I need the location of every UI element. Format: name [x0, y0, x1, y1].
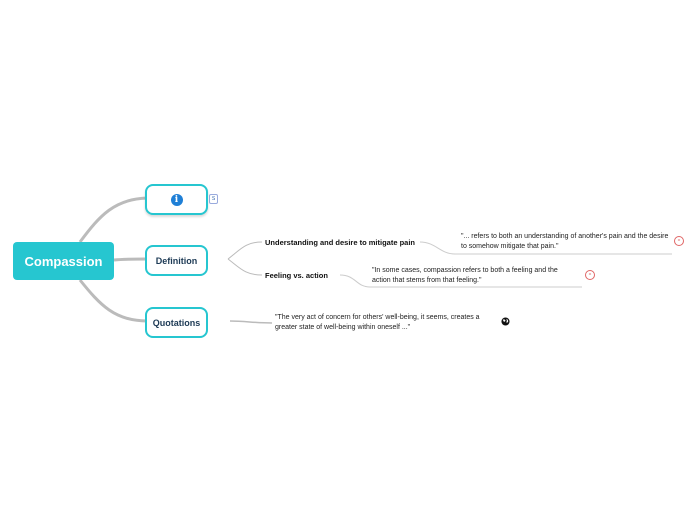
connector-definition-child1 — [228, 242, 262, 259]
topic-info[interactable] — [145, 184, 208, 215]
topic-definition[interactable] — [145, 245, 208, 276]
note-feeling-vs-action: "In some cases, compassion refers to both a feeling and the action that stems from that feeling." — [372, 267, 558, 284]
topic-quotations[interactable] — [145, 307, 208, 338]
subtopic-feeling-vs-action[interactable]: Feeling vs. action — [265, 271, 328, 280]
connector-root-quotations — [80, 280, 147, 321]
connector-root-info — [80, 198, 147, 242]
root-topic-label: Compassion — [24, 253, 103, 269]
info-icon: i — [171, 194, 183, 206]
subtopic-understanding[interactable]: Understanding and desire to mitigate pain — [265, 238, 416, 247]
connector-definition-child2 — [228, 259, 262, 275]
note-understanding: "... refers to both an understanding of another's pain and the desire to somehow mitigate that pain." — [461, 233, 669, 250]
topic-definition-label: Definition — [155, 255, 198, 266]
connector-quotations-quote — [230, 321, 272, 323]
globe-icon[interactable] — [501, 317, 510, 326]
link-icon[interactable]: ∞ — [585, 270, 595, 280]
link-icon[interactable]: ∞ — [674, 236, 684, 246]
connector-root-definition — [114, 259, 147, 260]
topic-quotations-label: Quotations — [152, 317, 201, 328]
quotation-text: "The very act of concern for others' well-being, it seems, creates a greater state of well-being within oneself ..." — [275, 314, 480, 331]
root-topic[interactable] — [13, 242, 114, 280]
note-badge[interactable]: S — [209, 194, 218, 204]
